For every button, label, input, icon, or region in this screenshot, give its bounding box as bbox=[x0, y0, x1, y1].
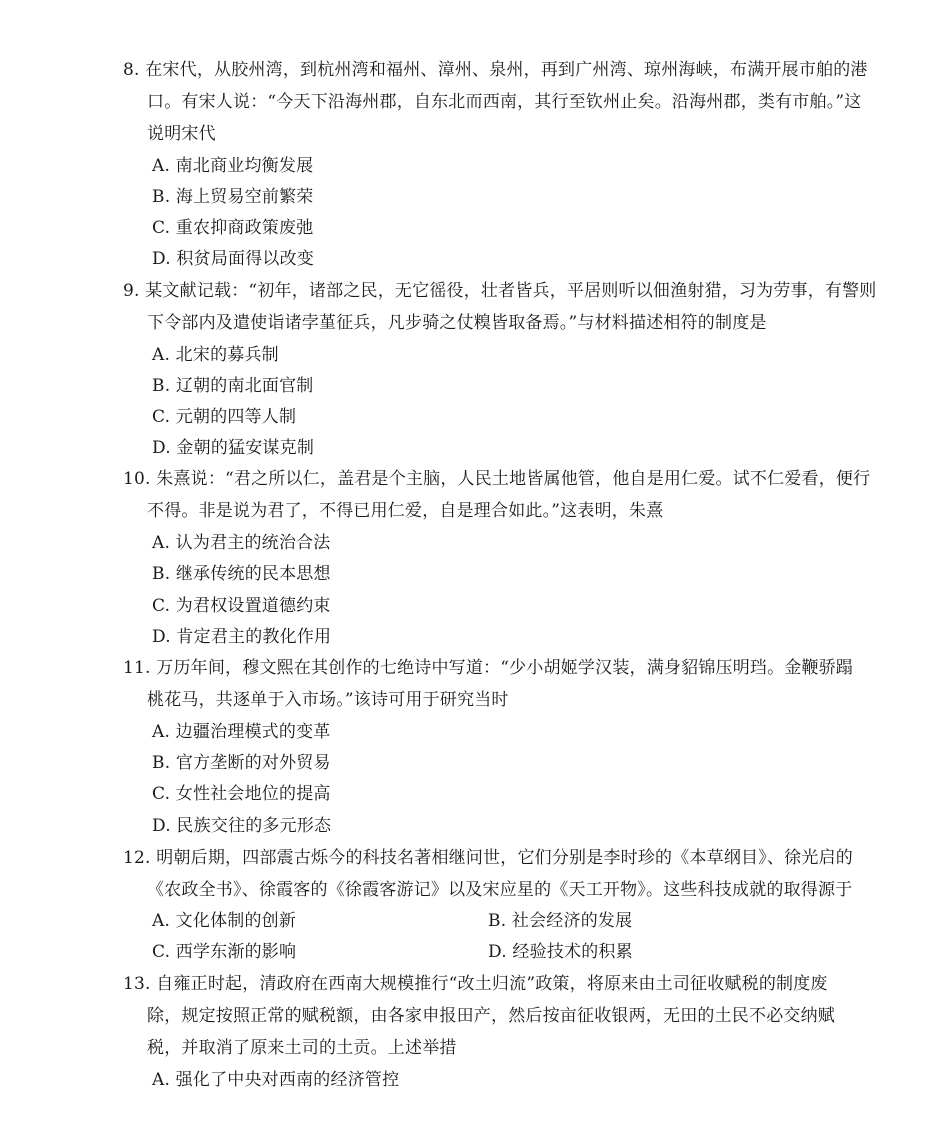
question-9-option-a: A. 北宋的募兵制 bbox=[152, 345, 279, 365]
question-13-option-a: A. 强化了中央对西南的经济管控 bbox=[152, 1070, 400, 1090]
question-8-option-a: A. 南北商业均衡发展 bbox=[152, 156, 314, 176]
question-13-stem-line-1: 13. 自雍正时起，清政府在西南大规模推行“改土归流”政策，将原来由土司征收赋税的制度废 bbox=[123, 974, 828, 994]
question-12-stem-line-2: 《农政全书》、徐霞客的《徐霞客游记》以及宋应星的《天工开物》。这些科技成就的取得源于 bbox=[147, 880, 853, 900]
question-9-option-b: B. 辽朝的南北面官制 bbox=[152, 376, 314, 396]
question-11-stem-line-2: 桃花马，共逐单于入市场。”该诗可用于研究当时 bbox=[147, 690, 509, 710]
question-11-option-b: B. 官方垄断的对外贸易 bbox=[152, 753, 331, 773]
question-12-stem-line-1: 12. 明朝后期，四部震古烁今的科技名著相继问世，它们分别是李时珍的《本草纲目》、徐光启的 bbox=[123, 848, 853, 868]
question-10-option-a: A. 认为君主的统治合法 bbox=[152, 533, 331, 553]
question-8-option-b: B. 海上贸易空前繁荣 bbox=[152, 187, 314, 207]
question-10-option-b: B. 继承传统的民本思想 bbox=[152, 564, 331, 584]
question-9-option-d: D. 金朝的猛安谋克制 bbox=[152, 438, 315, 458]
question-8-stem-line-1: 8. 在宋代，从胶州湾，到杭州湾和福州、漳州、泉州，再到广州湾、琼州海峡，布满开展市舶的港 bbox=[123, 60, 868, 80]
question-8-stem-line-3: 说明宋代 bbox=[147, 124, 216, 144]
question-8-option-d: D. 积贫局面得以改变 bbox=[152, 249, 315, 269]
question-9-stem-line-1: 9. 某文献记载：“初年，诸部之民，无它徭役，壮者皆兵，平居则听以佃渔射猎，习为劳事，有警则 bbox=[123, 281, 877, 301]
question-12-option-c: C. 西学东渐的影响 bbox=[152, 942, 297, 962]
question-8-option-c: C. 重农抑商政策废弛 bbox=[152, 218, 314, 238]
question-12-option-d: D. 经验技术的积累 bbox=[488, 942, 633, 962]
question-10-stem-line-1: 10. 朱熹说：“君之所以仁，盖君是个主脑，人民土地皆属他管，他自是用仁爱。试不仁爱看，便行 bbox=[123, 469, 871, 489]
question-8-stem-line-2: 口。有宋人说：“今天下沿海州郡，自东北而西南，其行至钦州止矣。沿海州郡，类有市舶。”这 bbox=[147, 92, 862, 112]
question-13-stem-line-2: 除，规定按照正常的赋税额，由各家申报田产，然后按亩征收银两，无田的土民不必交纳赋 bbox=[147, 1006, 835, 1026]
question-11-stem-line-1: 11. 万历年间，穆文熙在其创作的七绝诗中写道：“少小胡姬学汉装，满身貂锦压明珰。金鞭骄蹋 bbox=[123, 658, 854, 678]
question-11-option-a: A. 边疆治理模式的变革 bbox=[152, 722, 331, 742]
question-11-option-d: D. 民族交往的多元形态 bbox=[152, 816, 332, 836]
question-9-stem-line-2: 下令部内及遣使诣诸孛堇征兵，凡步骑之仗糗皆取备焉。”与材料描述相符的制度是 bbox=[147, 313, 767, 333]
question-13-stem-line-3: 税，并取消了原来土司的土贡。上述举措 bbox=[147, 1038, 457, 1058]
question-9-option-c: C. 元朝的四等人制 bbox=[152, 407, 297, 427]
question-12-option-a: A. 文化体制的创新 bbox=[152, 911, 297, 931]
question-10-option-d: D. 肯定君主的教化作用 bbox=[152, 627, 332, 647]
question-11-option-c: C. 女性社会地位的提高 bbox=[152, 784, 331, 804]
question-10-option-c: C. 为君权设置道德约束 bbox=[152, 596, 331, 616]
question-10-stem-line-2: 不得。非是说为君了，不得已用仁爱，自是理合如此。”这表明，朱熹 bbox=[147, 501, 664, 521]
question-12-option-b: B. 社会经济的发展 bbox=[488, 911, 633, 931]
